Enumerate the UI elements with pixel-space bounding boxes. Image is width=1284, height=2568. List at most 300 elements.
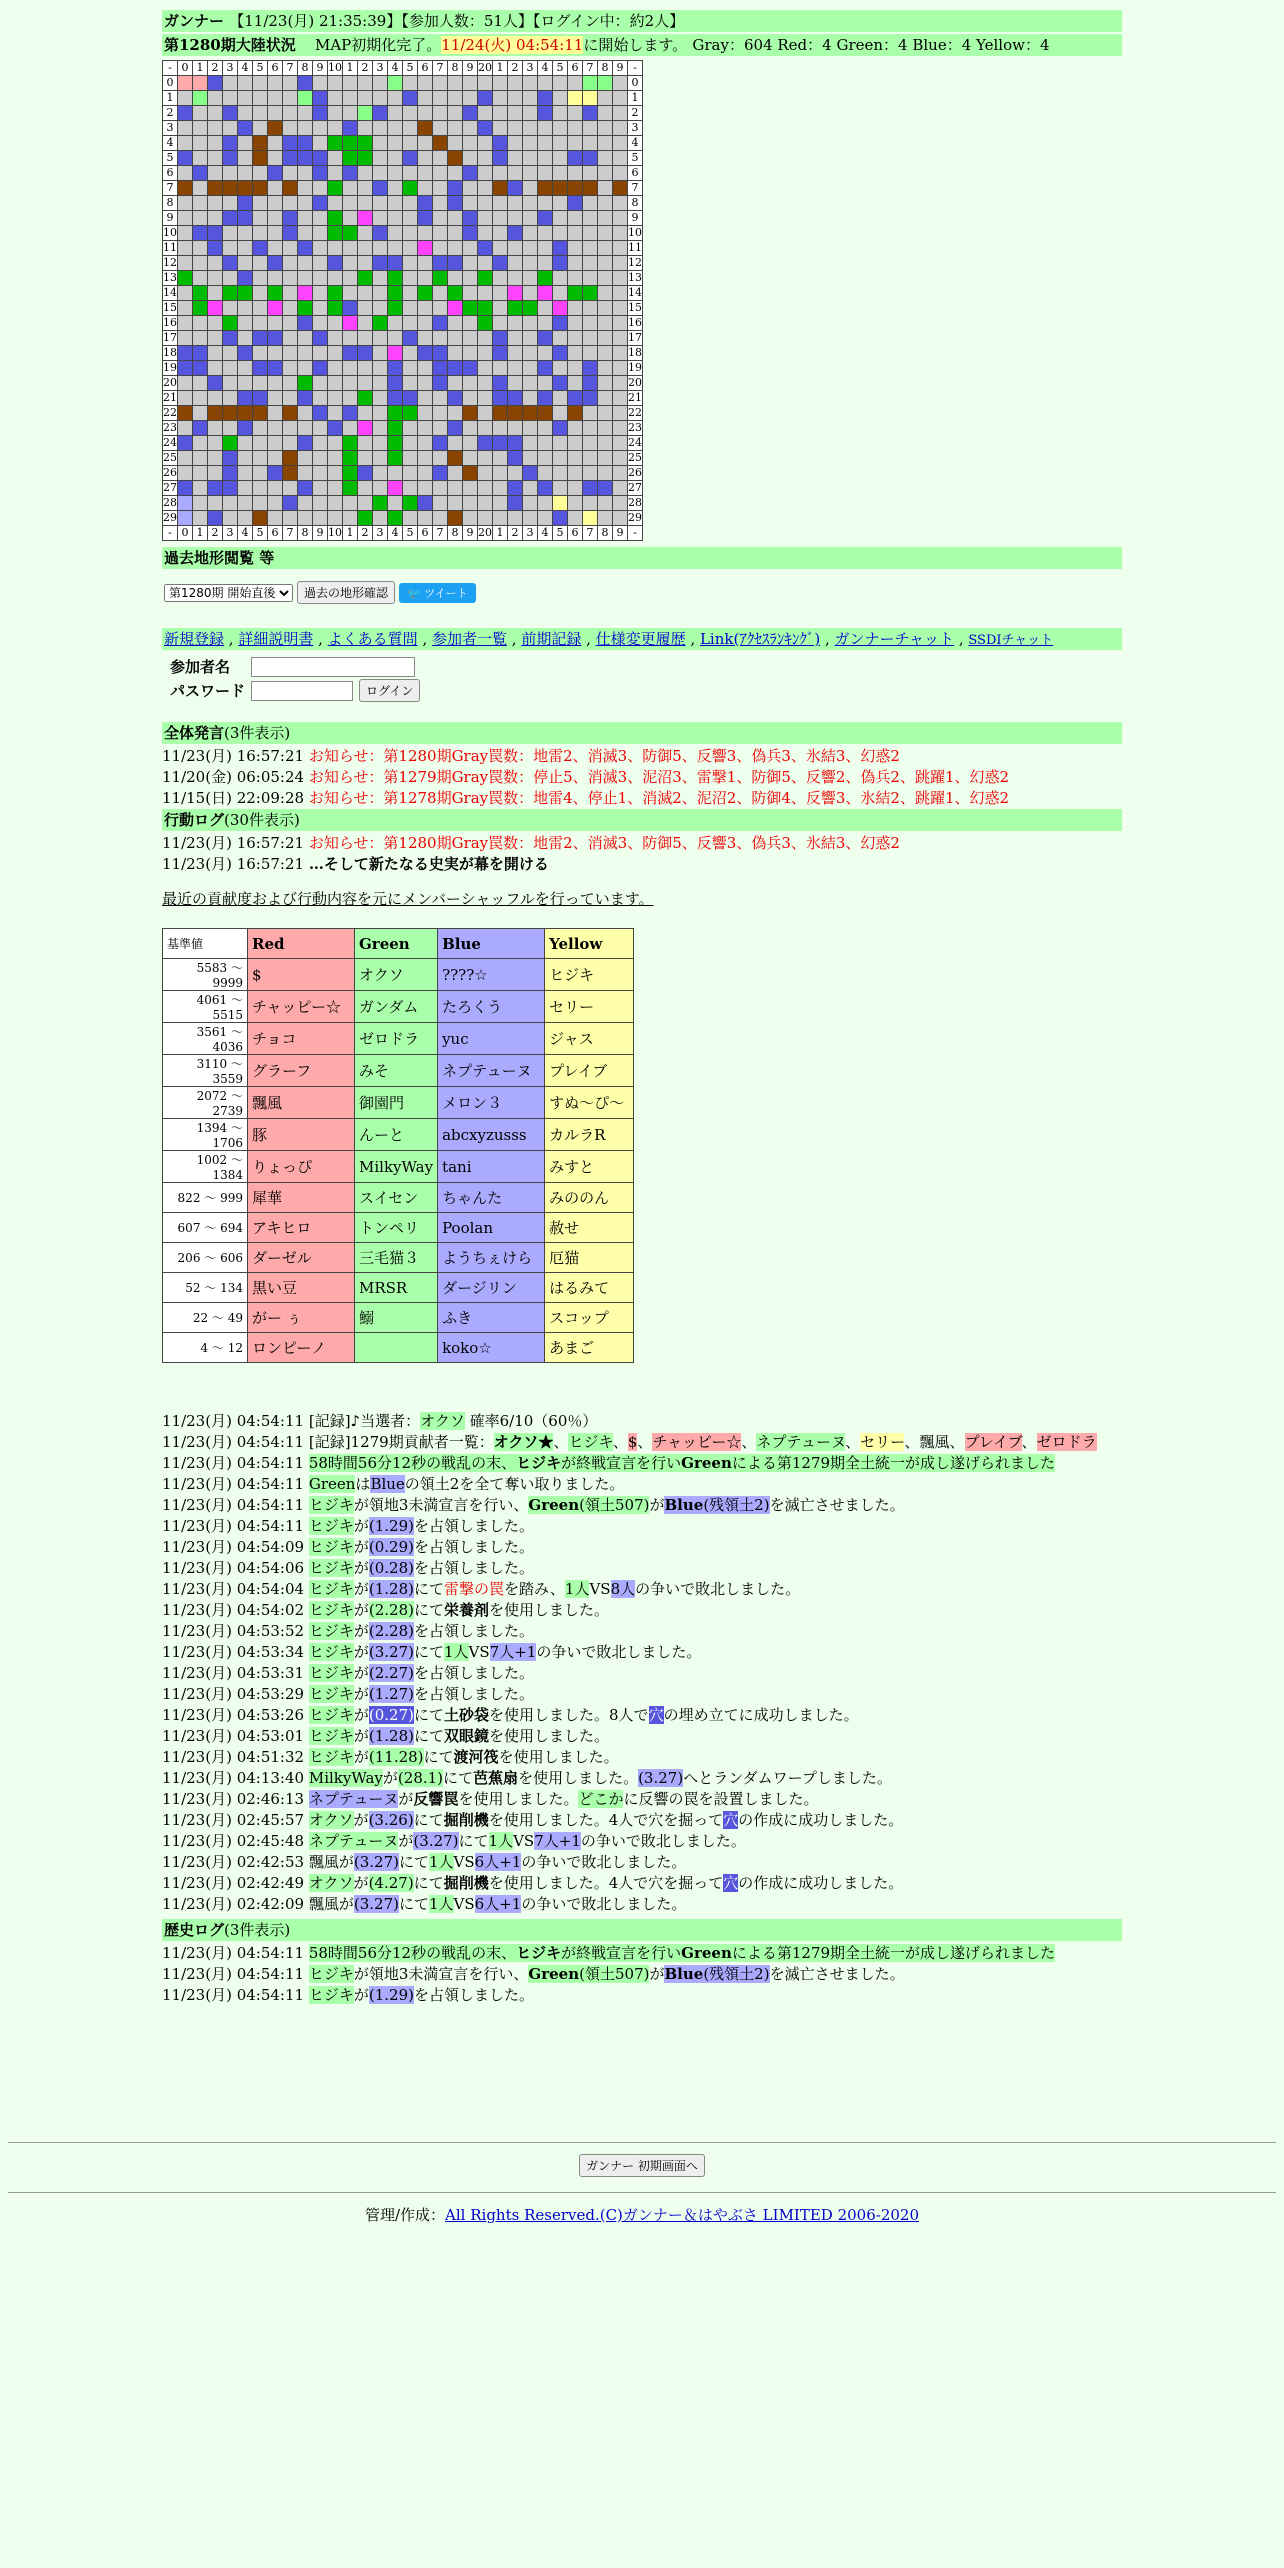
map-cell[interactable] — [343, 136, 358, 151]
map-cell[interactable] — [343, 196, 358, 211]
map-cell[interactable] — [298, 346, 313, 361]
map-cell[interactable] — [328, 481, 343, 496]
map-cell[interactable] — [373, 376, 388, 391]
map-cell[interactable] — [208, 466, 223, 481]
map-cell[interactable] — [283, 286, 298, 301]
map-cell[interactable] — [403, 466, 418, 481]
map-cell[interactable] — [223, 361, 238, 376]
tweet-button[interactable] — [399, 583, 476, 603]
map-cell[interactable] — [493, 451, 508, 466]
map-cell[interactable] — [388, 121, 403, 136]
map-cell[interactable] — [598, 256, 613, 271]
map-cell[interactable] — [268, 436, 283, 451]
map-cell[interactable] — [493, 481, 508, 496]
map-cell[interactable] — [508, 271, 523, 286]
map-cell[interactable] — [553, 136, 568, 151]
map-cell[interactable] — [508, 421, 523, 436]
map-cell[interactable] — [433, 376, 448, 391]
map-cell[interactable] — [448, 241, 463, 256]
map-cell[interactable] — [403, 346, 418, 361]
map-cell[interactable] — [463, 136, 478, 151]
map-cell[interactable] — [193, 136, 208, 151]
map-cell[interactable] — [433, 226, 448, 241]
map-cell[interactable] — [298, 226, 313, 241]
map-cell[interactable] — [223, 121, 238, 136]
map-cell[interactable] — [418, 106, 433, 121]
map-cell[interactable] — [298, 256, 313, 271]
map-cell[interactable] — [358, 196, 373, 211]
map-cell[interactable] — [613, 376, 628, 391]
map-cell[interactable] — [358, 481, 373, 496]
map-cell[interactable] — [583, 466, 598, 481]
map-cell[interactable] — [268, 256, 283, 271]
map-cell[interactable] — [553, 406, 568, 421]
map-cell[interactable] — [568, 316, 583, 331]
map-cell[interactable] — [283, 301, 298, 316]
map-cell[interactable] — [493, 316, 508, 331]
map-cell[interactable] — [583, 511, 598, 526]
map-cell[interactable] — [343, 496, 358, 511]
map-cell[interactable] — [283, 256, 298, 271]
map-cell[interactable] — [463, 91, 478, 106]
map-cell[interactable] — [298, 211, 313, 226]
map-cell[interactable] — [283, 511, 298, 526]
map-cell[interactable] — [433, 301, 448, 316]
map-cell[interactable] — [223, 316, 238, 331]
map-cell[interactable] — [178, 436, 193, 451]
map-cell[interactable] — [343, 151, 358, 166]
map-cell[interactable] — [478, 151, 493, 166]
map-cell[interactable] — [388, 211, 403, 226]
map-cell[interactable] — [553, 436, 568, 451]
map-cell[interactable] — [553, 286, 568, 301]
map-cell[interactable] — [598, 451, 613, 466]
map-cell[interactable] — [208, 76, 223, 91]
map-cell[interactable] — [568, 406, 583, 421]
map-cell[interactable] — [568, 496, 583, 511]
map-cell[interactable] — [328, 376, 343, 391]
map-cell[interactable] — [418, 316, 433, 331]
map-cell[interactable] — [358, 106, 373, 121]
map-cell[interactable] — [388, 181, 403, 196]
map-cell[interactable] — [553, 316, 568, 331]
map-cell[interactable] — [403, 451, 418, 466]
map-cell[interactable] — [343, 436, 358, 451]
map-cell[interactable] — [493, 361, 508, 376]
link-register[interactable]: 新規登録 — [164, 630, 225, 648]
map-cell[interactable] — [553, 331, 568, 346]
map-cell[interactable] — [268, 286, 283, 301]
map-cell[interactable] — [403, 91, 418, 106]
map-cell[interactable] — [208, 151, 223, 166]
map-cell[interactable] — [583, 271, 598, 286]
map-cell[interactable] — [253, 376, 268, 391]
map-cell[interactable] — [298, 391, 313, 406]
map-cell[interactable] — [403, 241, 418, 256]
map-cell[interactable] — [493, 376, 508, 391]
map-cell[interactable] — [433, 286, 448, 301]
map-cell[interactable] — [328, 451, 343, 466]
map-cell[interactable] — [553, 226, 568, 241]
map-cell[interactable] — [253, 106, 268, 121]
map-cell[interactable] — [253, 346, 268, 361]
map-cell[interactable] — [538, 361, 553, 376]
map-cell[interactable] — [538, 226, 553, 241]
map-cell[interactable] — [373, 331, 388, 346]
map-cell[interactable] — [568, 481, 583, 496]
map-cell[interactable] — [373, 346, 388, 361]
map-cell[interactable] — [388, 196, 403, 211]
map-cell[interactable] — [298, 196, 313, 211]
map-cell[interactable] — [613, 511, 628, 526]
map-cell[interactable] — [178, 136, 193, 151]
map-cell[interactable] — [538, 466, 553, 481]
map-cell[interactable] — [343, 376, 358, 391]
map-cell[interactable] — [283, 271, 298, 286]
map-cell[interactable] — [193, 76, 208, 91]
map-cell[interactable] — [538, 331, 553, 346]
map-cell[interactable] — [508, 76, 523, 91]
map-cell[interactable] — [418, 241, 433, 256]
map-cell[interactable] — [313, 286, 328, 301]
map-cell[interactable] — [448, 436, 463, 451]
map-cell[interactable] — [193, 211, 208, 226]
map-cell[interactable] — [343, 466, 358, 481]
map-cell[interactable] — [553, 181, 568, 196]
map-cell[interactable] — [328, 241, 343, 256]
map-cell[interactable] — [523, 391, 538, 406]
map-cell[interactable] — [463, 211, 478, 226]
map-cell[interactable] — [388, 496, 403, 511]
map-cell[interactable] — [598, 241, 613, 256]
map-cell[interactable] — [523, 346, 538, 361]
map-cell[interactable] — [568, 211, 583, 226]
map-cell[interactable] — [478, 181, 493, 196]
map-cell[interactable] — [268, 451, 283, 466]
map-cell[interactable] — [463, 346, 478, 361]
map-cell[interactable] — [238, 106, 253, 121]
map-cell[interactable] — [568, 361, 583, 376]
map-cell[interactable] — [343, 286, 358, 301]
map-cell[interactable] — [373, 226, 388, 241]
map-cell[interactable] — [223, 106, 238, 121]
map-cell[interactable] — [343, 76, 358, 91]
map-cell[interactable] — [313, 91, 328, 106]
map-cell[interactable] — [358, 121, 373, 136]
map-cell[interactable] — [298, 481, 313, 496]
map-cell[interactable] — [538, 511, 553, 526]
map-cell[interactable] — [298, 286, 313, 301]
map-cell[interactable] — [523, 496, 538, 511]
map-cell[interactable] — [538, 481, 553, 496]
map-cell[interactable] — [598, 361, 613, 376]
map-cell[interactable] — [448, 256, 463, 271]
map-cell[interactable] — [388, 511, 403, 526]
map-cell[interactable] — [508, 211, 523, 226]
map-cell[interactable] — [373, 271, 388, 286]
map-cell[interactable] — [538, 316, 553, 331]
map-cell[interactable] — [478, 511, 493, 526]
map-cell[interactable] — [478, 421, 493, 436]
map-cell[interactable] — [193, 346, 208, 361]
map-cell[interactable] — [178, 466, 193, 481]
map-cell[interactable] — [568, 391, 583, 406]
map-cell[interactable] — [508, 301, 523, 316]
map-cell[interactable] — [313, 406, 328, 421]
map-cell[interactable] — [358, 466, 373, 481]
map-cell[interactable] — [538, 436, 553, 451]
map-cell[interactable] — [358, 151, 373, 166]
map-cell[interactable] — [613, 91, 628, 106]
map-cell[interactable] — [178, 196, 193, 211]
map-cell[interactable] — [583, 226, 598, 241]
map-cell[interactable] — [253, 511, 268, 526]
map-cell[interactable] — [253, 466, 268, 481]
map-cell[interactable] — [523, 271, 538, 286]
map-cell[interactable] — [328, 106, 343, 121]
link-ssdi-chat[interactable]: SSDIチャット — [968, 633, 1054, 648]
map-cell[interactable] — [373, 451, 388, 466]
map-cell[interactable] — [208, 481, 223, 496]
map-cell[interactable] — [268, 181, 283, 196]
map-cell[interactable] — [418, 211, 433, 226]
map-cell[interactable] — [283, 391, 298, 406]
map-cell[interactable] — [523, 376, 538, 391]
map-cell[interactable] — [178, 91, 193, 106]
map-cell[interactable] — [193, 376, 208, 391]
map-cell[interactable] — [358, 511, 373, 526]
map-cell[interactable] — [313, 196, 328, 211]
map-cell[interactable] — [373, 406, 388, 421]
map-cell[interactable] — [313, 481, 328, 496]
map-cell[interactable] — [388, 436, 403, 451]
map-cell[interactable] — [208, 121, 223, 136]
map-cell[interactable] — [268, 226, 283, 241]
map-cell[interactable] — [583, 106, 598, 121]
map-cell[interactable] — [403, 496, 418, 511]
map-cell[interactable] — [283, 76, 298, 91]
map-cell[interactable] — [223, 391, 238, 406]
map-cell[interactable] — [328, 256, 343, 271]
map-cell[interactable] — [388, 481, 403, 496]
map-cell[interactable] — [478, 271, 493, 286]
map-cell[interactable] — [208, 406, 223, 421]
map-cell[interactable] — [313, 391, 328, 406]
map-cell[interactable] — [328, 181, 343, 196]
map-cell[interactable] — [523, 121, 538, 136]
map-cell[interactable] — [478, 436, 493, 451]
map-cell[interactable] — [193, 181, 208, 196]
map-cell[interactable] — [448, 496, 463, 511]
map-cell[interactable] — [298, 376, 313, 391]
map-cell[interactable] — [403, 406, 418, 421]
map-cell[interactable] — [388, 256, 403, 271]
map-cell[interactable] — [208, 346, 223, 361]
map-cell[interactable] — [358, 451, 373, 466]
map-cell[interactable] — [298, 271, 313, 286]
map-cell[interactable] — [553, 511, 568, 526]
map-cell[interactable] — [613, 256, 628, 271]
map-cell[interactable] — [223, 511, 238, 526]
map-cell[interactable] — [388, 151, 403, 166]
map-cell[interactable] — [508, 451, 523, 466]
map-cell[interactable] — [208, 361, 223, 376]
map-cell[interactable] — [358, 406, 373, 421]
map-cell[interactable] — [463, 76, 478, 91]
map-cell[interactable] — [568, 151, 583, 166]
map-cell[interactable] — [283, 91, 298, 106]
map-cell[interactable] — [313, 421, 328, 436]
map-cell[interactable] — [328, 136, 343, 151]
map-cell[interactable] — [193, 316, 208, 331]
map-cell[interactable] — [508, 481, 523, 496]
map-cell[interactable] — [178, 76, 193, 91]
map-cell[interactable] — [538, 376, 553, 391]
map-cell[interactable] — [598, 316, 613, 331]
map-cell[interactable] — [403, 286, 418, 301]
map-cell[interactable] — [268, 391, 283, 406]
map-cell[interactable] — [283, 121, 298, 136]
map-cell[interactable] — [253, 76, 268, 91]
map-cell[interactable] — [343, 121, 358, 136]
map-cell[interactable] — [223, 271, 238, 286]
map-cell[interactable] — [328, 166, 343, 181]
map-cell[interactable] — [268, 331, 283, 346]
map-cell[interactable] — [568, 181, 583, 196]
map-cell[interactable] — [583, 196, 598, 211]
map-cell[interactable] — [538, 106, 553, 121]
map-cell[interactable] — [433, 466, 448, 481]
map-cell[interactable] — [538, 346, 553, 361]
map-cell[interactable] — [598, 196, 613, 211]
map-cell[interactable] — [478, 451, 493, 466]
map-cell[interactable] — [583, 136, 598, 151]
map-cell[interactable] — [178, 211, 193, 226]
map-cell[interactable] — [238, 481, 253, 496]
map-cell[interactable] — [328, 466, 343, 481]
map-cell[interactable] — [418, 196, 433, 211]
map-cell[interactable] — [313, 241, 328, 256]
map-cell[interactable] — [313, 511, 328, 526]
map-cell[interactable] — [403, 106, 418, 121]
map-cell[interactable] — [193, 196, 208, 211]
map-cell[interactable] — [343, 451, 358, 466]
map-cell[interactable] — [298, 151, 313, 166]
map-cell[interactable] — [568, 421, 583, 436]
map-cell[interactable] — [583, 421, 598, 436]
map-cell[interactable] — [403, 481, 418, 496]
map-cell[interactable] — [463, 151, 478, 166]
map-cell[interactable] — [208, 136, 223, 151]
map-cell[interactable] — [358, 286, 373, 301]
password-input[interactable] — [251, 681, 353, 701]
map-cell[interactable] — [493, 76, 508, 91]
map-cell[interactable] — [418, 481, 433, 496]
map-cell[interactable] — [598, 421, 613, 436]
map-cell[interactable] — [448, 421, 463, 436]
map-cell[interactable] — [193, 481, 208, 496]
map-cell[interactable] — [568, 196, 583, 211]
map-cell[interactable] — [403, 166, 418, 181]
map-cell[interactable] — [343, 331, 358, 346]
map-cell[interactable] — [463, 466, 478, 481]
map-cell[interactable] — [178, 346, 193, 361]
map-cell[interactable] — [403, 226, 418, 241]
map-cell[interactable] — [193, 106, 208, 121]
map-cell[interactable] — [523, 241, 538, 256]
map-cell[interactable] — [313, 136, 328, 151]
map-cell[interactable] — [178, 256, 193, 271]
map-cell[interactable] — [598, 406, 613, 421]
map-cell[interactable] — [463, 241, 478, 256]
map-cell[interactable] — [403, 196, 418, 211]
map-cell[interactable] — [508, 256, 523, 271]
map-cell[interactable] — [298, 466, 313, 481]
map-cell[interactable] — [358, 226, 373, 241]
map-cell[interactable] — [253, 241, 268, 256]
map-cell[interactable] — [538, 286, 553, 301]
map-cell[interactable] — [418, 496, 433, 511]
map-cell[interactable] — [283, 436, 298, 451]
map-cell[interactable] — [508, 376, 523, 391]
map-cell[interactable] — [238, 316, 253, 331]
map-cell[interactable] — [343, 91, 358, 106]
link-ranking[interactable]: Link(ｱｸｾｽﾗﾝｷﾝｸﾞ) — [699, 630, 821, 648]
map-cell[interactable] — [313, 376, 328, 391]
map-cell[interactable] — [253, 481, 268, 496]
map-cell[interactable] — [613, 271, 628, 286]
map-cell[interactable] — [193, 226, 208, 241]
map-cell[interactable] — [223, 481, 238, 496]
map-cell[interactable] — [448, 391, 463, 406]
map-cell[interactable] — [268, 406, 283, 421]
map-cell[interactable] — [388, 361, 403, 376]
map-cell[interactable] — [493, 181, 508, 196]
map-cell[interactable] — [403, 511, 418, 526]
map-cell[interactable] — [553, 496, 568, 511]
map-cell[interactable] — [238, 376, 253, 391]
map-cell[interactable] — [583, 361, 598, 376]
map-cell[interactable] — [313, 151, 328, 166]
map-cell[interactable] — [568, 136, 583, 151]
map-cell[interactable] — [238, 331, 253, 346]
map-cell[interactable] — [253, 256, 268, 271]
world-map[interactable] — [162, 60, 643, 541]
map-cell[interactable] — [268, 121, 283, 136]
map-cell[interactable] — [553, 256, 568, 271]
map-cell[interactable] — [463, 226, 478, 241]
map-cell[interactable] — [253, 496, 268, 511]
map-cell[interactable] — [358, 136, 373, 151]
map-cell[interactable] — [373, 391, 388, 406]
map-cell[interactable] — [598, 391, 613, 406]
map-cell[interactable] — [613, 226, 628, 241]
map-cell[interactable] — [373, 151, 388, 166]
map-cell[interactable] — [298, 436, 313, 451]
map-cell[interactable] — [238, 196, 253, 211]
map-cell[interactable] — [253, 391, 268, 406]
map-cell[interactable] — [358, 391, 373, 406]
map-cell[interactable] — [268, 376, 283, 391]
map-cell[interactable] — [523, 466, 538, 481]
map-cell[interactable] — [553, 376, 568, 391]
map-cell[interactable] — [283, 211, 298, 226]
map-cell[interactable] — [613, 166, 628, 181]
map-cell[interactable] — [448, 511, 463, 526]
map-cell[interactable] — [613, 196, 628, 211]
map-cell[interactable] — [358, 301, 373, 316]
map-cell[interactable] — [478, 196, 493, 211]
